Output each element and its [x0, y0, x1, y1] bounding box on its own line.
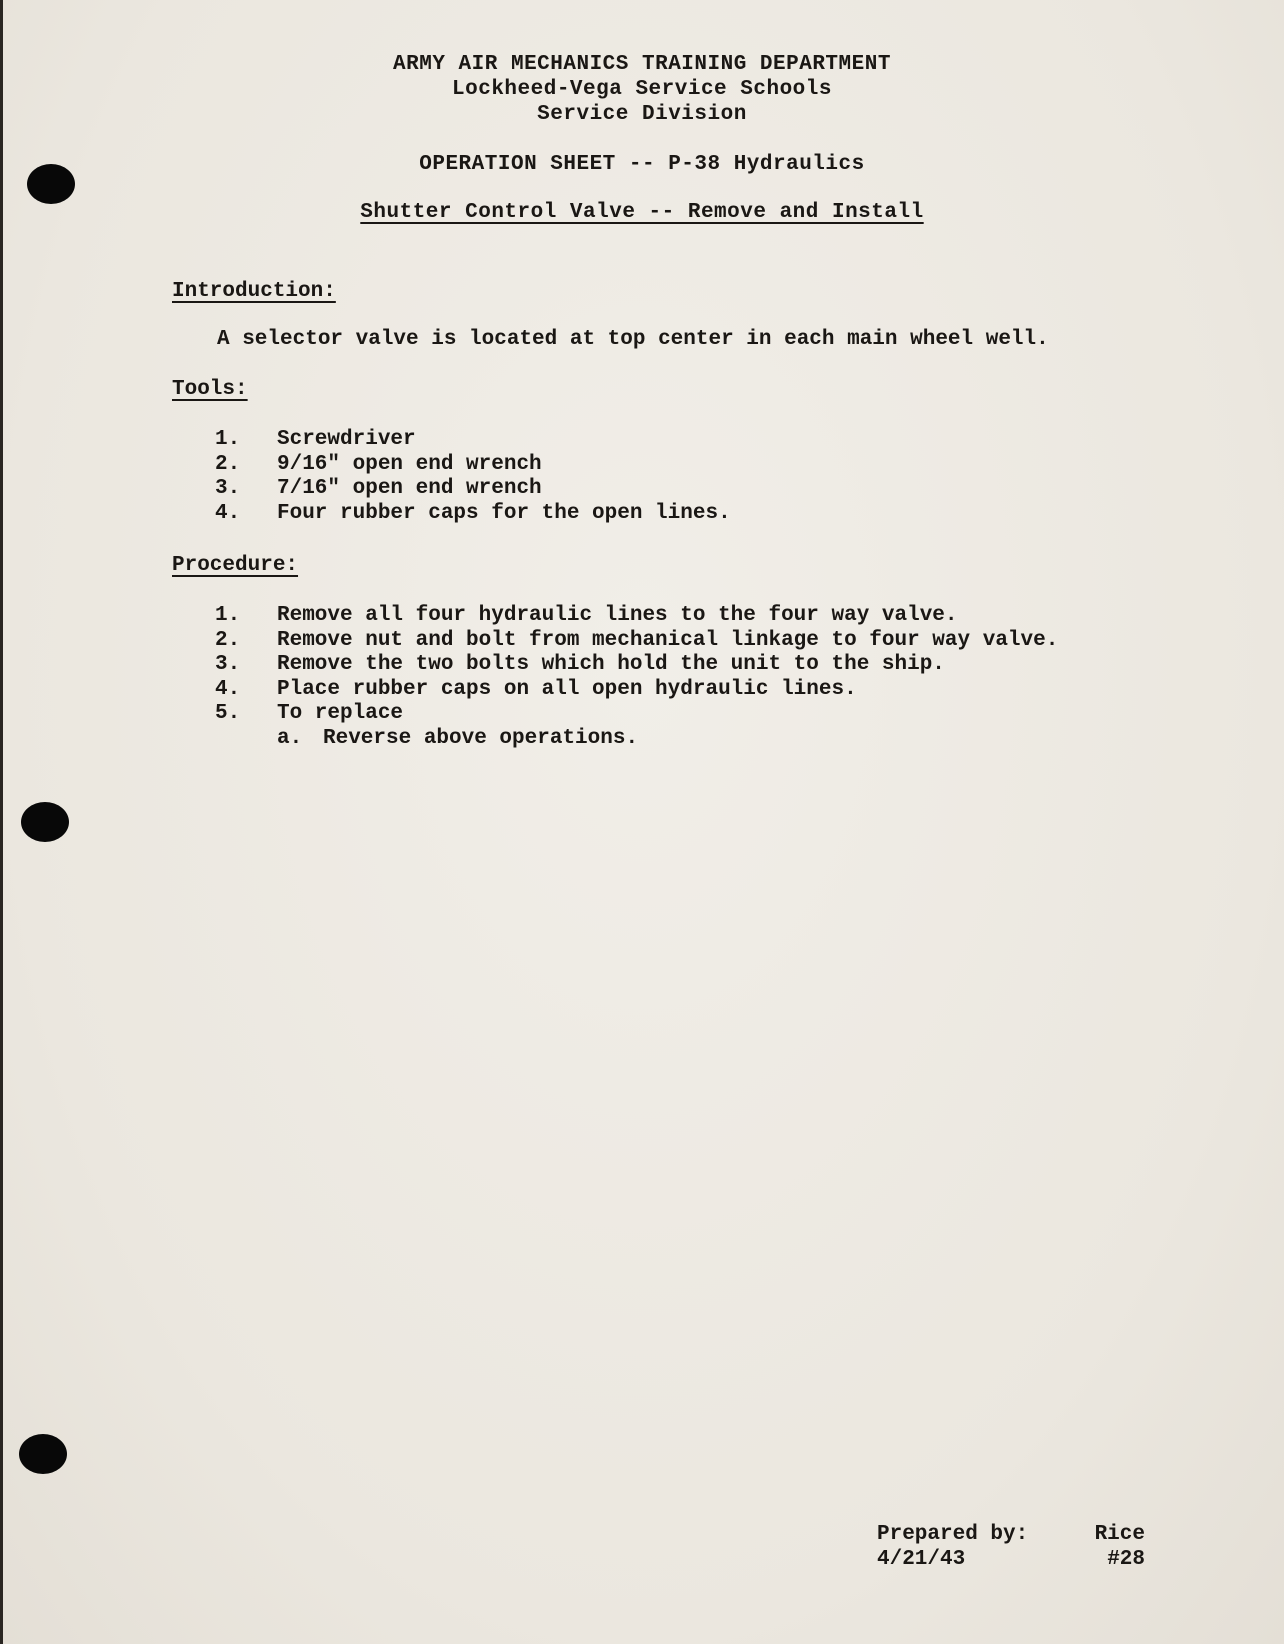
page-edge: [0, 0, 3, 1644]
introduction-text: A selector valve is located at top center in each main wheel well.: [217, 328, 1049, 351]
procedure-step: 4. Place rubber caps on all open hydraulic lines.: [215, 677, 857, 701]
prepared-by-label: Prepared by:: [877, 1523, 1029, 1546]
tools-list: [215, 428, 731, 526]
procedure-step: 2. Remove nut and bolt from mechanical linkage to four way valve.: [215, 628, 1059, 652]
division-name: Service Division: [537, 103, 747, 126]
tool-item: 3. 7/16" open end wrench: [215, 477, 542, 500]
prepared-by-block: [877, 1522, 1145, 1572]
procedure-substep: a. Reverse above operations.: [277, 726, 639, 750]
procedure-list: [215, 604, 1058, 751]
subject-text: Shutter Control Valve -- Remove and Install: [360, 201, 924, 224]
introduction-label: Introduction:: [172, 280, 336, 303]
tools-label: Tools:: [172, 378, 248, 401]
school-name: Lockheed-Vega Service Schools: [452, 78, 832, 101]
tool-item: 1. Screwdriver: [215, 428, 416, 451]
sheet-title: OPERATION SHEET -- P-38 Hydraulics: [419, 153, 865, 176]
subject-title: [0, 200, 1284, 225]
prepared-date: 4/21/43: [877, 1548, 966, 1571]
procedure-step: 3. Remove the two bolts which hold the unit to the ship.: [215, 653, 945, 676]
department-title: ARMY AIR MECHANICS TRAINING DEPARTMENT: [393, 53, 891, 76]
prepared-by-name: Rice: [1094, 1523, 1145, 1546]
punch-hole-middle: [21, 802, 69, 842]
sheet-number: #28: [1107, 1548, 1145, 1571]
procedure-label: Procedure:: [172, 554, 299, 577]
procedure-step: 5. To replace: [215, 702, 404, 725]
tool-item: 2. 9/16" open end wrench: [215, 452, 542, 476]
punch-hole-bottom: [19, 1434, 67, 1474]
procedure-step: 1. Remove all four hydraulic lines to the four way valve.: [215, 604, 958, 627]
tool-item: 4. Four rubber caps for the open lines.: [215, 501, 731, 525]
